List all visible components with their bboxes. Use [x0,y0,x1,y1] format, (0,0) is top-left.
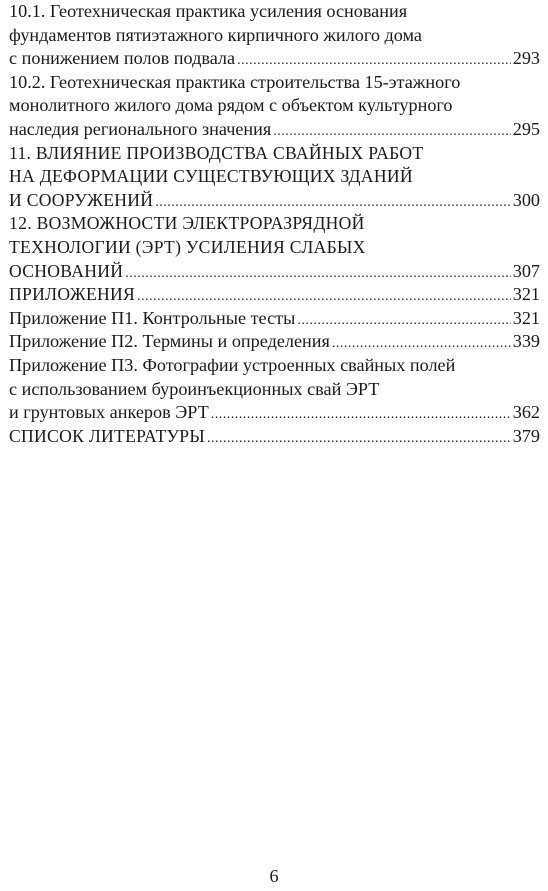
dot-leader [237,49,511,71]
toc-entry-last-line [9,330,540,354]
toc-entry-title-end: и грунтовых анкеров ЭРТ [9,402,209,423]
toc-page-number: 295 [512,118,540,139]
toc-entry-last-line [9,189,540,213]
dot-leader [125,262,511,284]
page-number: 6 [269,866,279,886]
dot-leader [137,285,511,307]
toc-entry-last-line [9,425,540,449]
toc-page-number: 307 [512,260,540,281]
toc-page-number: 300 [512,189,540,210]
toc-page-number: 339 [512,331,540,352]
toc-page-number: 379 [512,425,540,446]
toc-entry-line: НА ДЕФОРМАЦИИ СУЩЕСТВУЮЩИХ ЗДАНИЙ [9,166,413,187]
toc-page-number: 321 [512,307,540,328]
toc-entry-title-end: И СООРУЖЕНИЙ [9,189,154,210]
dot-leader [207,427,511,449]
toc-entry-appendices[interactable] [9,283,540,307]
toc-entry-line: с использованием буроинъекционных свай ЭРТ [9,378,380,399]
dot-leader [211,403,511,425]
toc-entry-line: 10.2. Геотехническая практика строительства 15-этажного [9,71,461,92]
toc-entry-title-end: наследия регионального значения [9,118,272,139]
toc-entry-line: фундаментов пятиэтажного кирпичного жилого дома [9,24,422,45]
toc-entry-line: ТЕХНОЛОГИИ (ЭРТ) УСИЛЕНИЯ СЛАБЫХ [9,236,366,257]
toc-entry-title-end: ПРИЛОЖЕНИЯ [9,284,136,305]
toc-entry-last-line [9,118,540,142]
toc-entry-last-line [9,283,540,307]
toc-entry-line: 12. ВОЗМОЖНОСТИ ЭЛЕКТРОРАЗРЯДНОЙ [9,213,365,234]
dot-leader [273,120,510,142]
toc-entry-appendix-p2[interactable] [9,330,540,354]
toc-entry-title-end: СПИСОК ЛИТЕРАТУРЫ [9,425,205,446]
toc-entry-title-end: Приложение П2. Термины и определения [9,331,330,352]
toc-entry-last-line [9,401,540,425]
toc-entry-line: 11. ВЛИЯНИЕ ПРОИЗВОДСТВА СВАЙНЫХ РАБОТ [9,142,424,163]
toc-entry-references[interactable] [9,425,540,449]
dot-leader [332,332,511,354]
toc-entry-title-end: с понижением полов подвала [9,48,236,69]
toc-entry-line: Приложение П3. Фотографии устроенных свайных полей [9,354,456,375]
toc-page-number: 362 [512,402,540,423]
toc-entry-last-line [9,307,540,331]
dot-leader [155,191,510,213]
toc-entry-last-line [9,47,540,71]
toc-page-number: 321 [512,284,540,305]
toc-entry-title-end: Приложение П1. Контрольные тесты [9,307,296,328]
table-of-contents [9,0,540,448]
toc-entry-appendix-p1[interactable] [9,307,540,331]
toc-entry-line: 10.1. Геотехническая практика усиления основания [9,1,408,21]
toc-page-number: 293 [512,48,540,69]
toc-entry-title-end: ОСНОВАНИЙ [9,260,124,281]
dot-leader [297,309,510,331]
toc-entry-last-line [9,260,540,284]
toc-entry-10-1[interactable] [9,0,540,71]
toc-entry-11[interactable] [9,142,540,213]
toc-entry-12[interactable] [9,212,540,283]
toc-entry-appendix-p3[interactable] [9,354,540,425]
toc-entry-line: монолитного жилого дома рядом с объектом культурного [9,95,453,116]
toc-entry-10-2[interactable] [9,71,540,142]
